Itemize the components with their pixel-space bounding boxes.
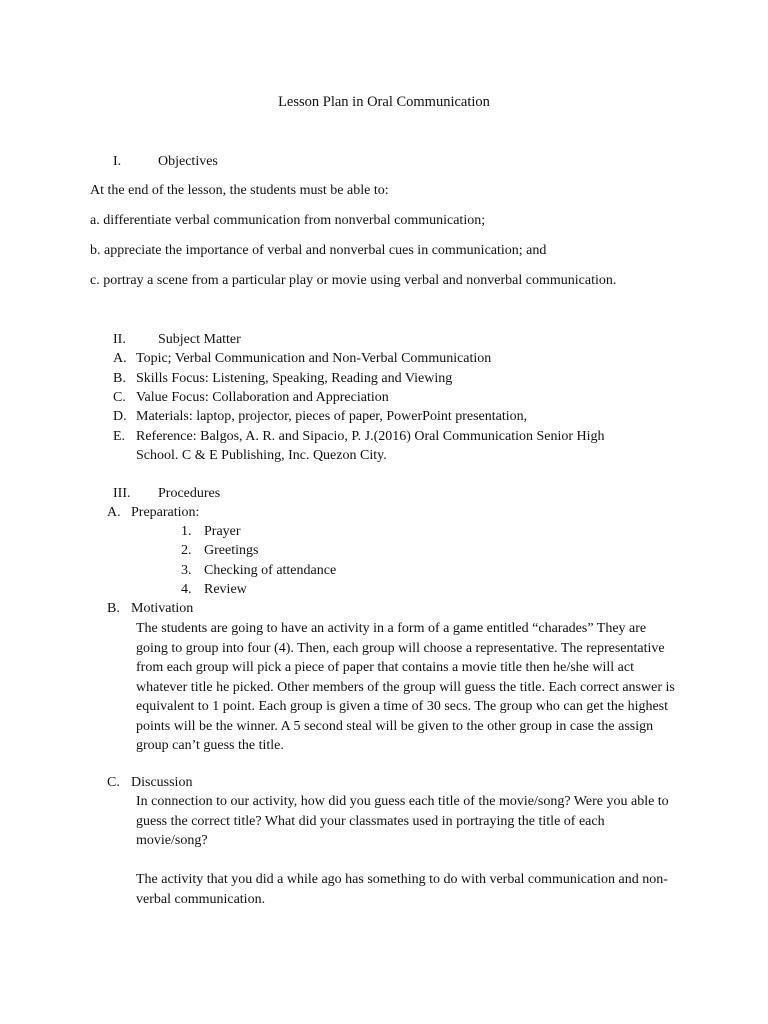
procedures-heading: Procedures (158, 486, 221, 501)
discussion-paragraph: In connection to our activity, how did you guess each title of the movie/song? Were you able to guess the correct title? What did your classmates used in portraying the title of each movie/song? (136, 794, 669, 848)
subject-item-text: Reference: Balgos, A. R. and Sipacio, P. J.(2016) Oral Communication Senior High (136, 429, 605, 444)
objectives-heading: Objectives (158, 154, 218, 169)
objectives-intro: At the end of the lesson, the students must be able to: (90, 183, 389, 198)
subject-item-continuation: School. C & E Publishing, Inc. Quezon City. (136, 448, 387, 463)
objectives-numeral: I. (113, 154, 122, 169)
subject-item-letter: B. (113, 371, 126, 386)
preparation-step: Greetings (204, 543, 259, 558)
preparation-step-number: 3. (181, 563, 192, 578)
subject-item-text: Value Focus: Collaboration and Appreciation (136, 390, 389, 405)
motivation-paragraph: The students are going to have an activity in a form of a game entitled “charades” They are going to group into four (4). Then, each group will choose a representative. The representative from each group will pick a piece of paper that contains a movie title then he/she will act whatever title he picked. Other members of the group will guess the title. Each correct answer is equivalent to 1 point. Each group is given a time of 30 secs. The group who can get the highest points will be the winner. A 5 second steal will be given to the other group in case the assign group can’t guess the title. (136, 621, 675, 753)
subject-matter-heading: Subject Matter (158, 332, 241, 347)
subject-item-text: Topic; Verbal Communication and Non-Verbal Communication (136, 351, 492, 366)
subject-item-letter: E. (113, 429, 126, 444)
preparation-step-number: 2. (181, 543, 192, 558)
preparation-step: Prayer (204, 524, 241, 539)
subject-item-letter: D. (113, 409, 127, 424)
subject-item-text: Skills Focus: Listening, Speaking, Reading and Viewing (136, 371, 453, 386)
motivation-letter: B. (107, 601, 120, 616)
motivation-label: Motivation (131, 601, 194, 616)
procedures-numeral: III. (113, 486, 131, 501)
objective-item: c. portray a scene from a particular play or movie using verbal and nonverbal communication. (90, 273, 617, 288)
subject-item-letter: C. (113, 390, 126, 405)
discussion-letter: C. (107, 775, 120, 790)
subject-item-letter: A. (113, 351, 127, 366)
preparation-step-number: 4. (181, 582, 192, 597)
discussion-label: Discussion (131, 775, 193, 790)
preparation-step: Review (204, 582, 247, 597)
preparation-letter: A. (107, 505, 121, 520)
preparation-step: Checking of attendance (204, 563, 337, 578)
objective-item: a. differentiate verbal communication from nonverbal communication; (90, 213, 486, 228)
objective-item: b. appreciate the importance of verbal and nonverbal cues in communication; and (90, 243, 547, 258)
discussion-paragraph: The activity that you did a while ago has something to do with verbal communication and non-verbal communication. (136, 872, 668, 907)
subject-matter-numeral: II. (113, 332, 126, 347)
preparation-step-number: 1. (181, 524, 192, 539)
subject-item-text: Materials: laptop, projector, pieces of paper, PowerPoint presentation, (136, 409, 528, 424)
preparation-label: Preparation: (131, 505, 200, 520)
document-title: Lesson Plan in Oral Communication (278, 94, 490, 110)
